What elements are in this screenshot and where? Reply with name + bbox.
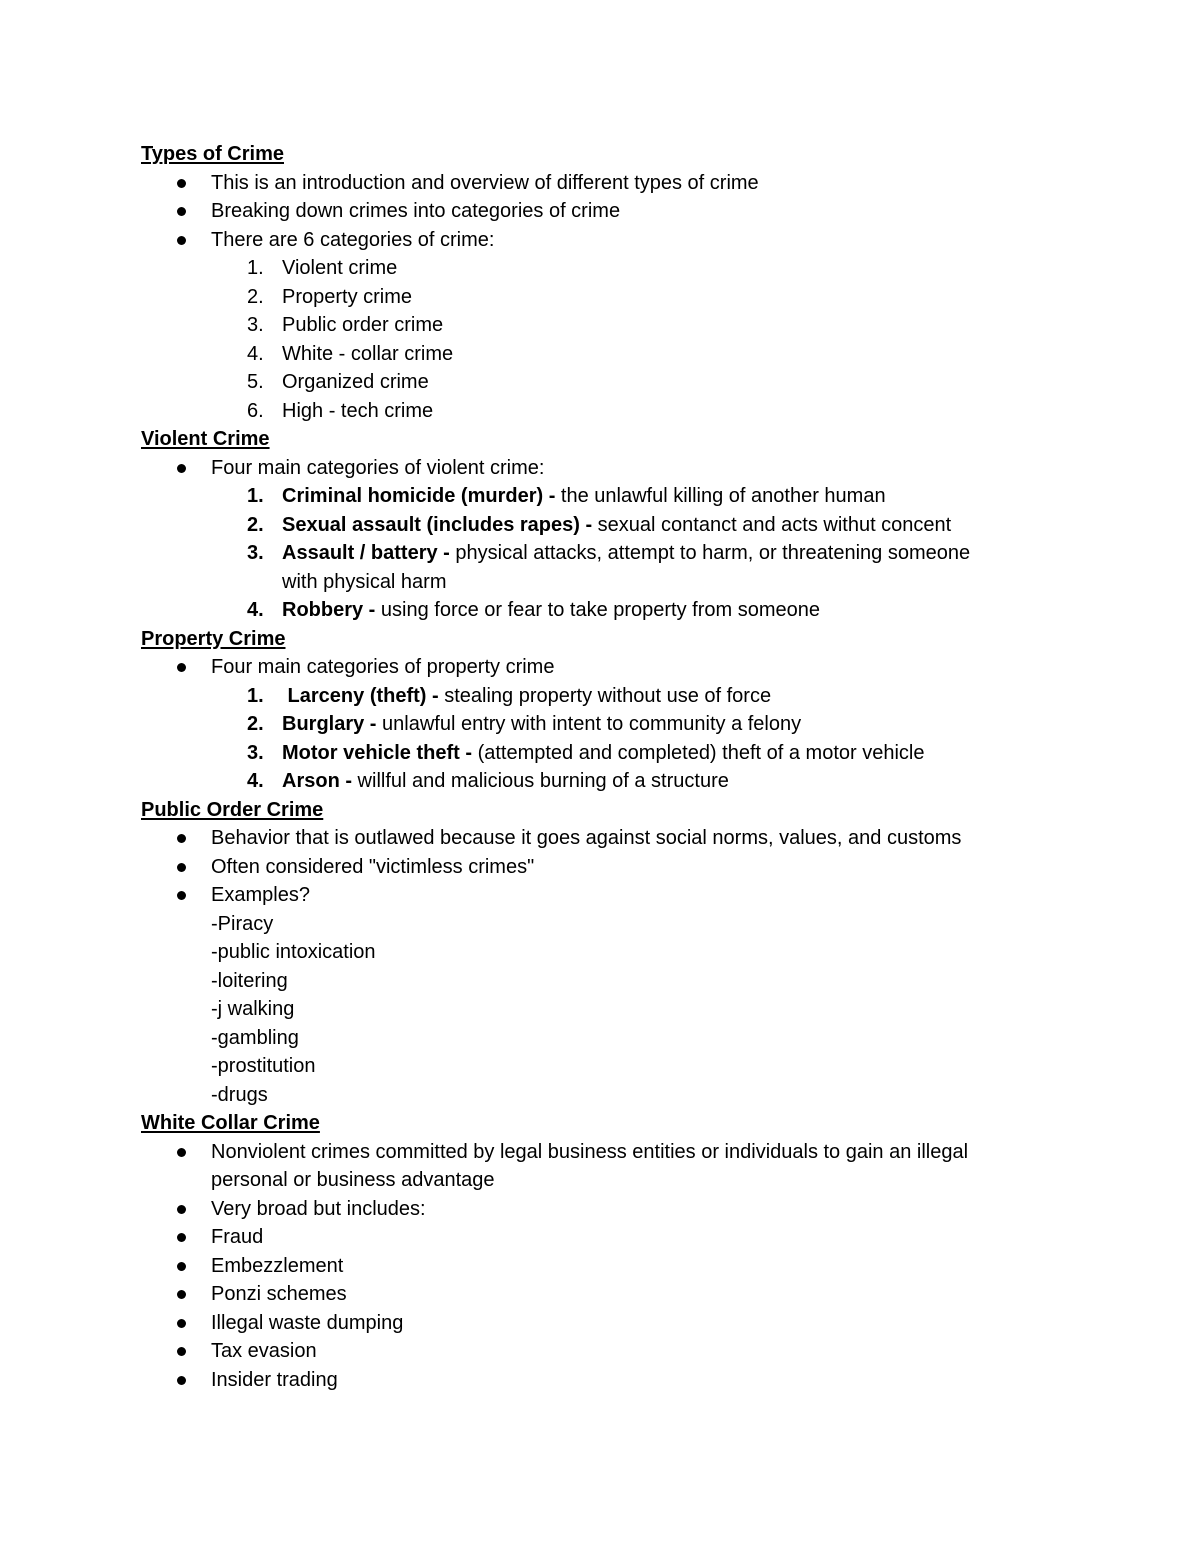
numbered-item: 3. Motor vehicle theft - (attempted and completed) theft of a motor vehicle [247, 741, 925, 764]
bullet-icon [177, 1319, 186, 1328]
numbered-item: 2. Burglary - unlawful entry with intent to community a felony [247, 713, 802, 735]
bullet-icon [177, 1148, 186, 1157]
numbered-item: 1. Violent crime [247, 257, 398, 279]
numbered-item: 4. Arson - willful and malicious burning of a structure [247, 770, 729, 792]
numbered-item: 6. High - tech crime [247, 399, 434, 422]
heading-property-crime: Property Crime [141, 627, 286, 650]
list-item: Four main categories of violent crime: [141, 454, 1061, 483]
numbered-item: 3. Assault / battery - physical attacks, attempt to harm, or threatening someone [247, 542, 971, 564]
list-item: There are 6 categories of crime: [141, 226, 1061, 255]
bullet-icon [177, 179, 186, 188]
bullet-icon [177, 1205, 186, 1214]
list-item: This is an introduction and overview of different types of crime [141, 169, 1061, 198]
bullet-icon [177, 464, 186, 473]
list-item: Fraud [141, 1223, 1061, 1252]
heading-white-collar-crime: White Collar Crime [141, 1112, 320, 1134]
list-item: Examples? [141, 881, 1061, 910]
document-page [141, 140, 1061, 1394]
example-item: -Piracy [211, 912, 274, 935]
numbered-item: 2. Property crime [247, 285, 413, 308]
heading-violent-crime: Violent Crime [141, 428, 270, 450]
list-item-continuation: personal or business advantage [211, 1169, 495, 1191]
numbered-item: 1. Criminal homicide (murder) - the unlawful killing of another human [247, 485, 886, 507]
bullet-icon [177, 236, 186, 245]
example-item: -loitering [211, 969, 288, 992]
bullet-icon [177, 207, 186, 216]
bullet-icon [177, 891, 186, 900]
list-item: Tax evasion [141, 1337, 1061, 1366]
numbered-item: 5. Organized crime [247, 371, 429, 393]
bullet-icon [177, 1290, 186, 1299]
example-item: -prostitution [211, 1055, 316, 1077]
list-item: Breaking down crimes into categories of crime [141, 197, 1061, 226]
example-item: -j walking [211, 998, 295, 1020]
numbered-item: 2. Sexual assault (includes rapes) - sexual contanct and acts withut concent [247, 513, 952, 536]
list-item: Ponzi schemes [141, 1280, 1061, 1309]
list-item: Four main categories of property crime [141, 653, 1061, 682]
bullet-icon [177, 1262, 186, 1271]
numbered-item: 3. Public order crime [247, 314, 444, 336]
list-item: Behavior that is outlawed because it goes against social norms, values, and customs [141, 824, 1061, 853]
bullet-icon [177, 1347, 186, 1356]
example-item: -drugs [211, 1083, 268, 1106]
heading-public-order-crime: Public Order Crime [141, 798, 324, 821]
list-item: Very broad but includes: [141, 1195, 1061, 1224]
bullet-icon [177, 863, 186, 872]
bullet-icon [177, 1233, 186, 1242]
list-item: Illegal waste dumping [141, 1309, 1061, 1338]
bullet-icon [177, 663, 186, 672]
numbered-item: 4. Robbery - using force or fear to take property from someone [247, 599, 821, 621]
numbered-item: 1. Larceny (theft) - stealing property without use of force [247, 684, 772, 707]
example-item: -gambling [211, 1026, 299, 1049]
bullet-icon [177, 1376, 186, 1385]
numbered-item: 4. White - collar crime [247, 342, 454, 365]
heading-types-of-crime: Types of Crime [141, 143, 284, 165]
list-item: Often considered "victimless crimes" [141, 853, 1061, 882]
bullet-icon [177, 834, 186, 843]
list-item: Insider trading [141, 1366, 1061, 1395]
example-item: -public intoxication [211, 941, 376, 963]
list-item: Embezzlement [141, 1252, 1061, 1281]
numbered-item-continuation: with physical harm [282, 570, 447, 593]
list-item: Nonviolent crimes committed by legal business entities or individuals to gain an illegal [141, 1138, 1061, 1167]
